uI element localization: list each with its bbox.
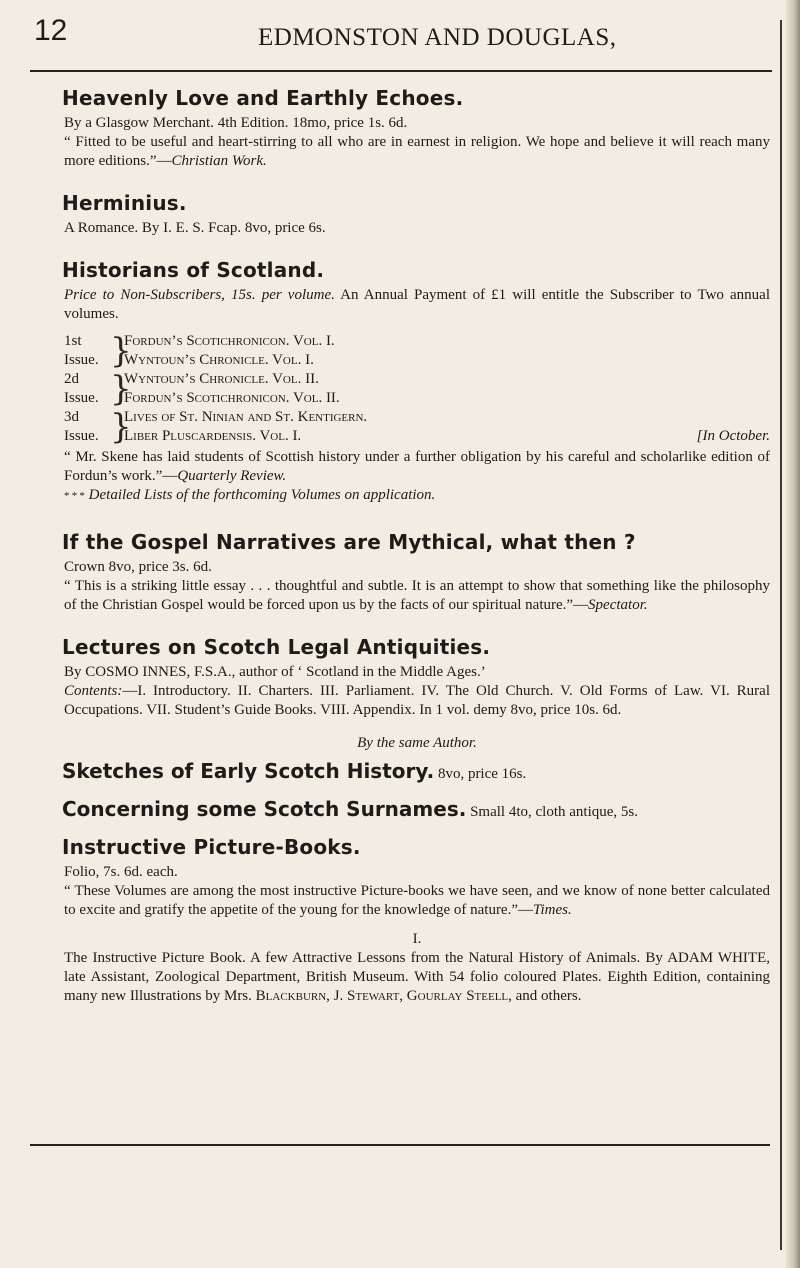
review-source: Times. xyxy=(533,902,572,918)
entry-details: Small 4to, cloth antique, 5s. xyxy=(466,804,638,820)
price-rest: An Annual Payment of £1 will entitle the Subscriber to Two annual volumes. xyxy=(64,287,770,322)
entry-scotch-legal-antiquities xyxy=(64,635,770,753)
entry-instructive-picture-books xyxy=(64,835,770,1006)
entry-gospel-narratives xyxy=(64,530,770,615)
entry-byline: By COSMO INNES, F.S.A., author of ‘ Scotland in the Middle Ages.’ xyxy=(64,664,486,680)
issue-item: Liber Pluscardensis. Vol. I. xyxy=(124,428,302,444)
page-edge-line xyxy=(780,20,782,1250)
review-text: “ Fitted to be useful and heart-stirring to all who are in earnest in religion. We hope and believe it will reach many more editions.”— xyxy=(64,134,770,169)
issue-label: 2d xyxy=(64,371,79,387)
item-text: The Instructive Picture Book. A few Attractive Lessons from the Natural History of Animals. By ADAM WHITE, late Assistant, Zoological Department, British Museum. With 54 folio coloured Plates. Eighth Edition, containing many new Illustrations by Mrs. xyxy=(64,950,770,1004)
catalogue-content xyxy=(64,86,770,1006)
review-text: “ These Volumes are among the most instructive Picture-books we have seen, and we know of none better calculated to excite and gratify the appetite of the young for the knowledge of nature.”— xyxy=(64,883,770,918)
issue-item: Fordun’s Scotichronicon. Vol. II. xyxy=(124,390,340,406)
contents-label: Contents: xyxy=(64,683,123,699)
entry-details: A Romance. By I. E. S. Fcap. 8vo, price 6s. xyxy=(64,220,326,236)
entry-review xyxy=(64,577,770,615)
price-italic: Price to Non-Subscribers, 15s. per volume. xyxy=(64,287,335,303)
entry-herminius xyxy=(64,191,770,238)
page-header xyxy=(34,14,774,62)
review-source: Christian Work. xyxy=(171,153,267,169)
issue-label: Issue. xyxy=(64,352,99,368)
entry-historians-of-scotland xyxy=(64,258,770,506)
same-author-text: By the same Author. xyxy=(357,735,477,751)
review-source: Quarterly Review. xyxy=(177,468,287,484)
entry-heavenly-love xyxy=(64,86,770,171)
issue-row xyxy=(64,408,770,446)
header-rule xyxy=(30,70,772,72)
issue-label: Issue. xyxy=(64,390,99,406)
entry-early-scotch-history xyxy=(62,759,770,783)
entry-title: Concerning some Scotch Surnames. xyxy=(62,797,467,821)
issue-item: Wyntoun’s Chronicle. Vol. I. xyxy=(124,352,314,368)
running-head: EDMONSTON AND DOUGLAS, xyxy=(258,24,617,51)
issue-note: [In October. xyxy=(696,428,770,444)
footer-rule xyxy=(30,1144,770,1146)
issue-label: Issue. xyxy=(64,428,99,444)
page-edge-shadow xyxy=(786,0,800,1268)
entry-scotch-surnames xyxy=(62,797,770,821)
entry-title: Historians of Scotland. xyxy=(62,258,325,282)
entry-title: Herminius. xyxy=(62,191,187,215)
entry-details: Crown 8vo, price 3s. 6d. xyxy=(64,559,212,575)
contents-text: —I. Introductory. II. Charters. III. Parliament. IV. The Old Church. V. Old Forms of Law. VI. Rural Occupations. VII. Student’s Guide Books. VIII. Appendix. In 1 vol. demy 8vo, price 10s. 6d. xyxy=(64,683,770,718)
brace-icon: } xyxy=(110,369,132,409)
issue-item: Lives of St. Ninian and St. Kentigern. xyxy=(124,409,368,425)
review-text: “ This is a striking little essay . . . thoughtful and subtle. It is an attempt to show that something like the philosophy of the Christian Gospel would be forced upon us by the facts of our spiritual nature.”— xyxy=(64,578,770,613)
issue-row xyxy=(64,332,770,370)
page-number: 12 xyxy=(34,14,68,47)
entry-title: Sketches of Early Scotch History. xyxy=(62,759,435,783)
entry-note xyxy=(64,486,770,506)
entry-price xyxy=(64,286,770,324)
issue-label: 3d xyxy=(64,409,79,425)
issue-row xyxy=(64,370,770,408)
entry-review xyxy=(64,448,770,486)
item-end: and others. xyxy=(511,988,582,1004)
same-author xyxy=(64,734,770,753)
review-text: “ Mr. Skene has laid students of Scottish history under a further obligation by his careful and scholarlike edition of Fordun’s work.”— xyxy=(64,449,770,484)
entry-title: Heavenly Love and Earthly Echoes. xyxy=(62,86,464,110)
issue-list xyxy=(64,332,770,446)
issue-item: Fordun’s Scotichronicon. Vol. I. xyxy=(124,333,335,349)
entry-title: If the Gospel Narratives are Mythical, what then ? xyxy=(62,530,636,554)
brace-icon: } xyxy=(110,331,132,371)
entry-review xyxy=(64,882,770,920)
item-illustrators: Blackburn, J. Stewart, Gourlay Steell, xyxy=(255,988,512,1004)
entry-format: Folio, 7s. 6d. each. xyxy=(64,864,178,880)
entry-contents xyxy=(64,682,770,720)
asterism: * * * xyxy=(64,490,85,502)
issue-label: 1st xyxy=(64,333,82,349)
note-text: Detailed Lists of the forthcoming Volumes on application. xyxy=(88,487,436,503)
entry-review xyxy=(64,133,770,171)
entry-details: 8vo, price 16s. xyxy=(434,766,527,782)
entry-details: By a Glasgow Merchant. 4th Edition. 18mo, price 1s. 6d. xyxy=(64,115,408,131)
entry-item xyxy=(64,949,770,1006)
brace-icon: } xyxy=(110,407,132,447)
issue-item: Wyntoun’s Chronicle. Vol. II. xyxy=(124,371,319,387)
entry-title: Instructive Picture-Books. xyxy=(62,835,361,859)
entry-title: Lectures on Scotch Legal Antiquities. xyxy=(62,635,491,659)
review-source: Spectator. xyxy=(588,597,648,613)
section-numeral: I. xyxy=(412,931,422,947)
